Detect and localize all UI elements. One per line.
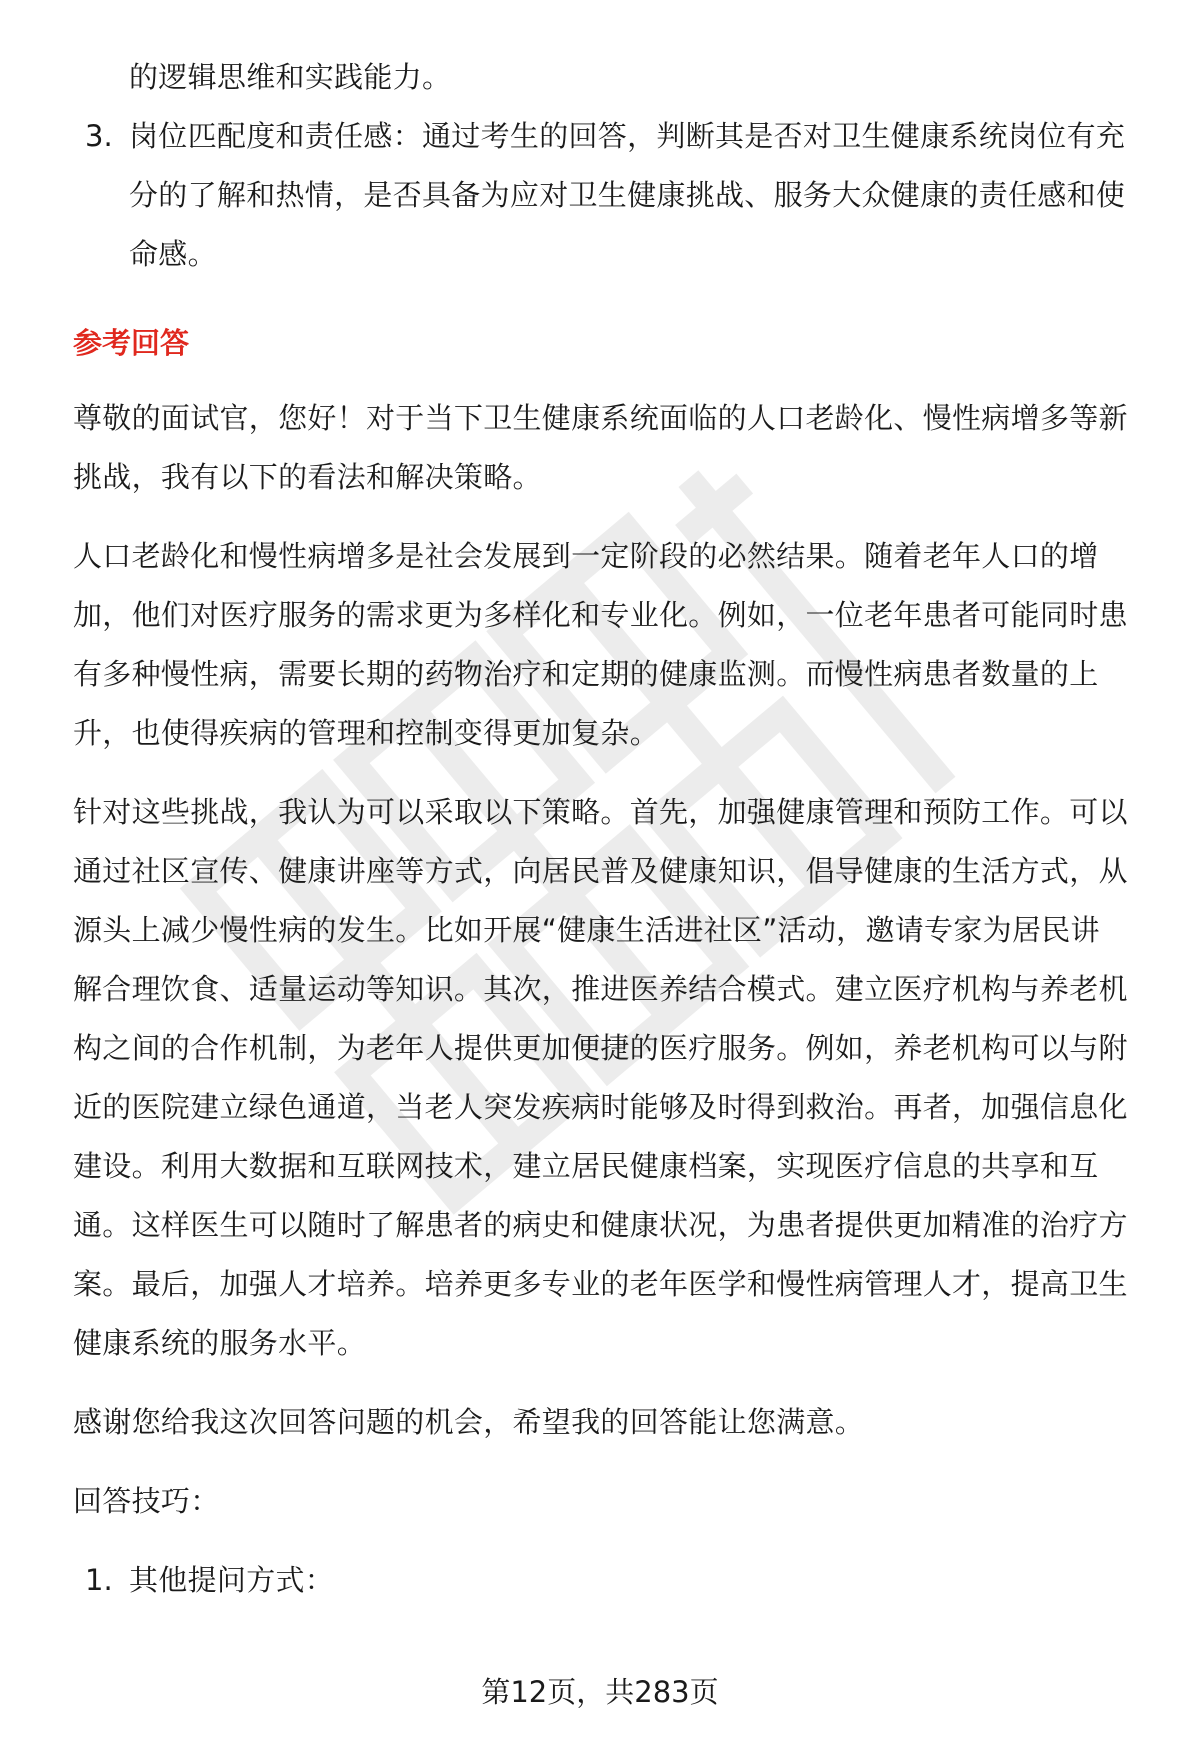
list-item-1 xyxy=(73,1551,1143,1610)
paragraph-strategies xyxy=(73,783,1143,1373)
paragraph-analysis xyxy=(73,527,1143,763)
paragraph-line: 回答技巧： xyxy=(73,1484,220,1518)
section-heading: 参考回答 xyxy=(73,326,190,360)
paragraph-thanks xyxy=(73,1393,1143,1452)
page-number-footer: 第12页，共283页 xyxy=(481,1675,719,1709)
list-item-line: 岗位匹配度和责任感：通过考生的回答，判断其是否对卫生健康系统岗位有充 xyxy=(129,119,1126,153)
document-body xyxy=(73,48,1143,1610)
paragraph-line: 有多种慢性病，需要长期的药物治疗和定期的健康监测。而慢性病患者数量的上 xyxy=(73,657,1099,691)
paragraph-line: 人口老龄化和慢性病增多是社会发展到一定阶段的必然结果。随着老年人口的增 xyxy=(73,539,1099,573)
continuation-line: 的逻辑思维和实践能力。 xyxy=(129,60,452,94)
list-item-3 xyxy=(73,107,1143,284)
paragraph-line: 通。这样医生可以随时了解患者的病史和健康状况，为患者提供更加精准的治疗方 xyxy=(73,1208,1128,1242)
paragraph-line: 案。最后，加强人才培养。培养更多专业的老年医学和慢性病管理人才，提高卫生 xyxy=(73,1267,1128,1301)
paragraph-line: 构之间的合作机制，为老年人提供更加便捷的医疗服务。例如，养老机构可以与附 xyxy=(73,1031,1128,1065)
paragraph-line: 加，他们对医疗服务的需求更为多样化和专业化。例如，一位老年患者可能同时患 xyxy=(73,598,1128,632)
paragraph-line: 尊敬的面试官，您好！对于当下卫生健康系统面临的人口老龄化、慢性病增多等新 xyxy=(73,401,1128,435)
paragraph-line: 源头上减少慢性病的发生。比如开展“健康生活进社区”活动，邀请专家为居民讲 xyxy=(73,913,1100,947)
list-item-line: 其他提问方式： xyxy=(129,1563,335,1597)
list-item-line: 分的了解和热情，是否具备为应对卫生健康挑战、服务大众健康的责任感和使 xyxy=(129,178,1126,212)
list-item-body xyxy=(129,1551,1143,1610)
paragraph-line: 通过社区宣传、健康讲座等方式，向居民普及健康知识，倡导健康的生活方式，从 xyxy=(73,854,1128,888)
list-number: 3. xyxy=(85,119,113,153)
paragraph-line: 健康系统的服务水平。 xyxy=(73,1326,367,1360)
paragraph-tips-label xyxy=(73,1472,1143,1531)
list-item-line: 命感。 xyxy=(129,237,217,271)
paragraph-line: 建设。利用大数据和互联网技术，建立居民健康档案，实现医疗信息的共享和互 xyxy=(73,1149,1099,1183)
paragraph-line: 挑战，我有以下的看法和解决策略。 xyxy=(73,460,542,494)
list-item-body xyxy=(129,107,1143,284)
paragraph-line: 感谢您给我这次回答问题的机会，希望我的回答能让您满意。 xyxy=(73,1405,865,1439)
paragraph-line: 针对这些挑战，我认为可以采取以下策略。首先，加强健康管理和预防工作。可以 xyxy=(73,795,1128,829)
paragraph-line: 升，也使得疾病的管理和控制变得更加复杂。 xyxy=(73,716,660,750)
paragraph-line: 解合理饮食、适量运动等知识。其次，推进医养结合模式。建立医疗机构与养老机 xyxy=(73,972,1128,1006)
paragraph-line: 近的医院建立绿色通道，当老人突发疾病时能够及时得到救治。再者，加强信息化 xyxy=(73,1090,1128,1124)
paragraph-greeting xyxy=(73,389,1143,507)
list-number: 1. xyxy=(85,1563,113,1597)
